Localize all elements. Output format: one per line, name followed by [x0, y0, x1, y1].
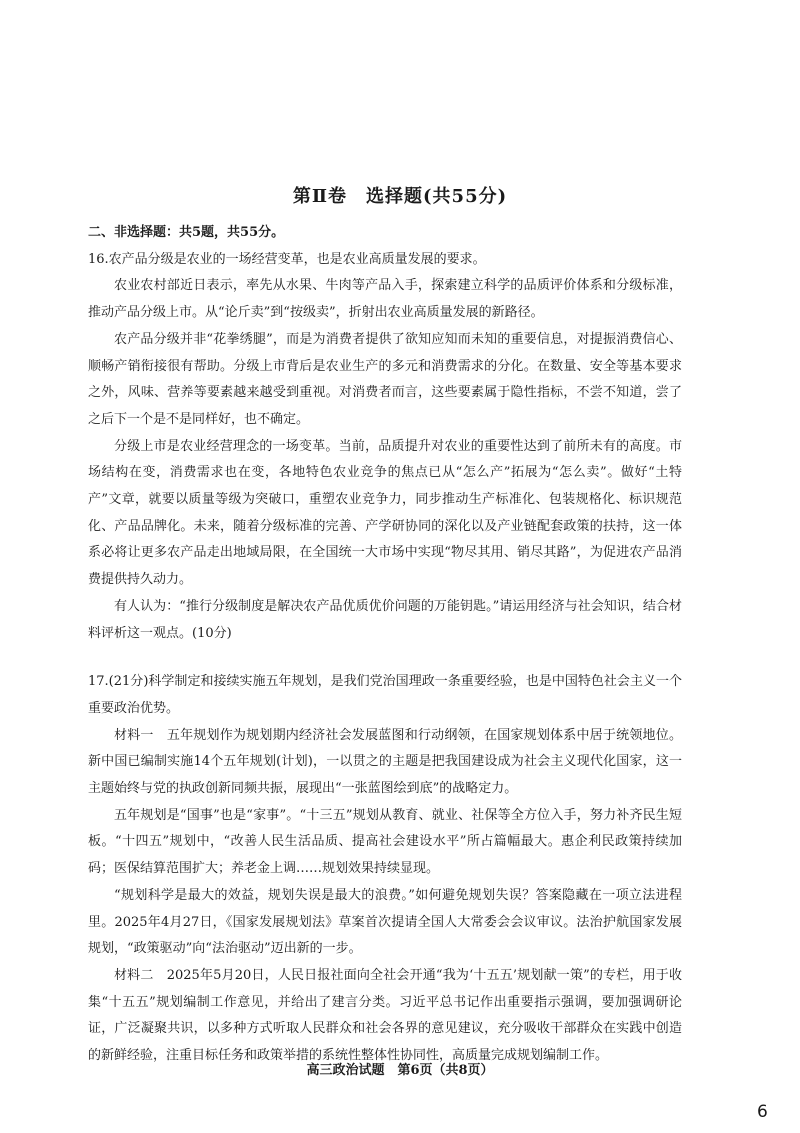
- q17-material-paragraph: 五年规划是“国事”也是“家事”。“十三五”规划从教育、就业、社保等全方位入手，努力补齐民生短板。“十四五”规划中，“改善人民生活品质、提高社会建设水平”所占篇幅最大。惠企利民政策持续加码；医保结算范围扩大；养老金上调……规划效果持续显现。: [88, 807, 682, 877]
- page-number: 6: [757, 1102, 768, 1122]
- part-heading: 二、非选择题：共5题，共55分。: [88, 225, 285, 240]
- q16-stem: 16.农产品分级是农业的一场经营变革，也是农业高质量发展的要求。: [88, 251, 486, 267]
- q16-material-paragraph: 农产品分级并非“花拳绣腿”，而是为消费者提供了欲知应知而未知的重要信息，对提振消费信心、顺畅产销衔接很有帮助。分级上市背后是农业生产的多元和消费需求的分化。在数量、安全等基本要求之外，风味、营养等要素越来越受到重视。对消费者而言，这些要素属于隐性指标，不尝不知道，尝了之后下一个是不是同样好，也不确定。: [88, 331, 682, 427]
- q17-material-paragraph: 材料一 五年规划作为规划期内经济社会发展蓝图和行动纲领，在国家规划体系中居于统领地位。新中国已编制实施14个五年规划(计划)，一以贯之的主题是把我国建设成为社会主义现代化国家，这一主题始终与党的执政创新同频共振，展现出“一张蓝图绘到底”的战略定力。: [88, 727, 682, 797]
- q17-material-paragraph: “规划科学是最大的效益，规划失误是最大的浪费。”如何避免规划失误？答案隐藏在一项立法进程里。2025年4月27日，《国家发展规划法》草案首次提请全国人大常委会会议审议。法治护航国家发展规划，“政策驱动”向“法治驱动”迈出新的一步。: [88, 887, 682, 957]
- section-title: 第Ⅱ卷 选择题(共55分): [292, 186, 508, 207]
- q16-material-paragraph: 农业农村部近日表示，率先从水果、牛肉等产品入手，探索建立科学的品质评价体系和分级标准，推动产品分级上市。从“论斤卖”到“按级卖”，折射出农业高质量发展的新路径。: [88, 278, 682, 321]
- q16-material-paragraph: 分级上市是农业经营理念的一场变革。当前，品质提升对农业的重要性达到了前所未有的高度。市场结构在变，消费需求也在变，各地特色农业竞争的焦点已从“怎么产”拓展为“怎么卖”。做好“土特产”文章，就要以质量等级为突破口，重塑农业竞争力，同步推动生产标准化、包装规格化、标识规范化、产品品牌化。未来，随着分级标准的完善、产学研协同的深化以及产业链配套政策的扶持，这一体系必将让更多农产品走出地域局限，在全国统一大市场中实现“物尽其用、销尽其路”，为促进农产品消费提供持久动力。: [88, 438, 682, 588]
- content-body: [88, 220, 682, 1070]
- q17-material-paragraph: 材料二 2025年5月20日，人民日报社面向全社会开通“我为‘十五五’规划献一策”的专栏，用于收集“十五五”规划编制工作意见，并给出了建言分类。习近平总书记作出重要指示强调，要加强调研论证，广泛凝聚共识，以多种方式听取人民群众和社会各界的意见建议，充分吸收干部群众在实践中创造的新鲜经验，注重目标任务和政策举措的系统性整体性协同性，高质量完成规划编制工作。: [88, 967, 682, 1064]
- page-footer: 高三政治试题 第6页（共8页）: [306, 1063, 494, 1078]
- q16-question: 有人认为：“推行分级制度是解决农产品优质优价问题的万能钥匙。”请运用经济与社会知识，结合材料评析这一观点。(10分): [88, 598, 682, 641]
- question-gap: [88, 647, 682, 669]
- q17-stem: 17.(21分)科学制定和接续实施五年规划，是我们党治国理政一条重要经验，也是中国特色社会主义一个重要政治优势。: [88, 674, 682, 716]
